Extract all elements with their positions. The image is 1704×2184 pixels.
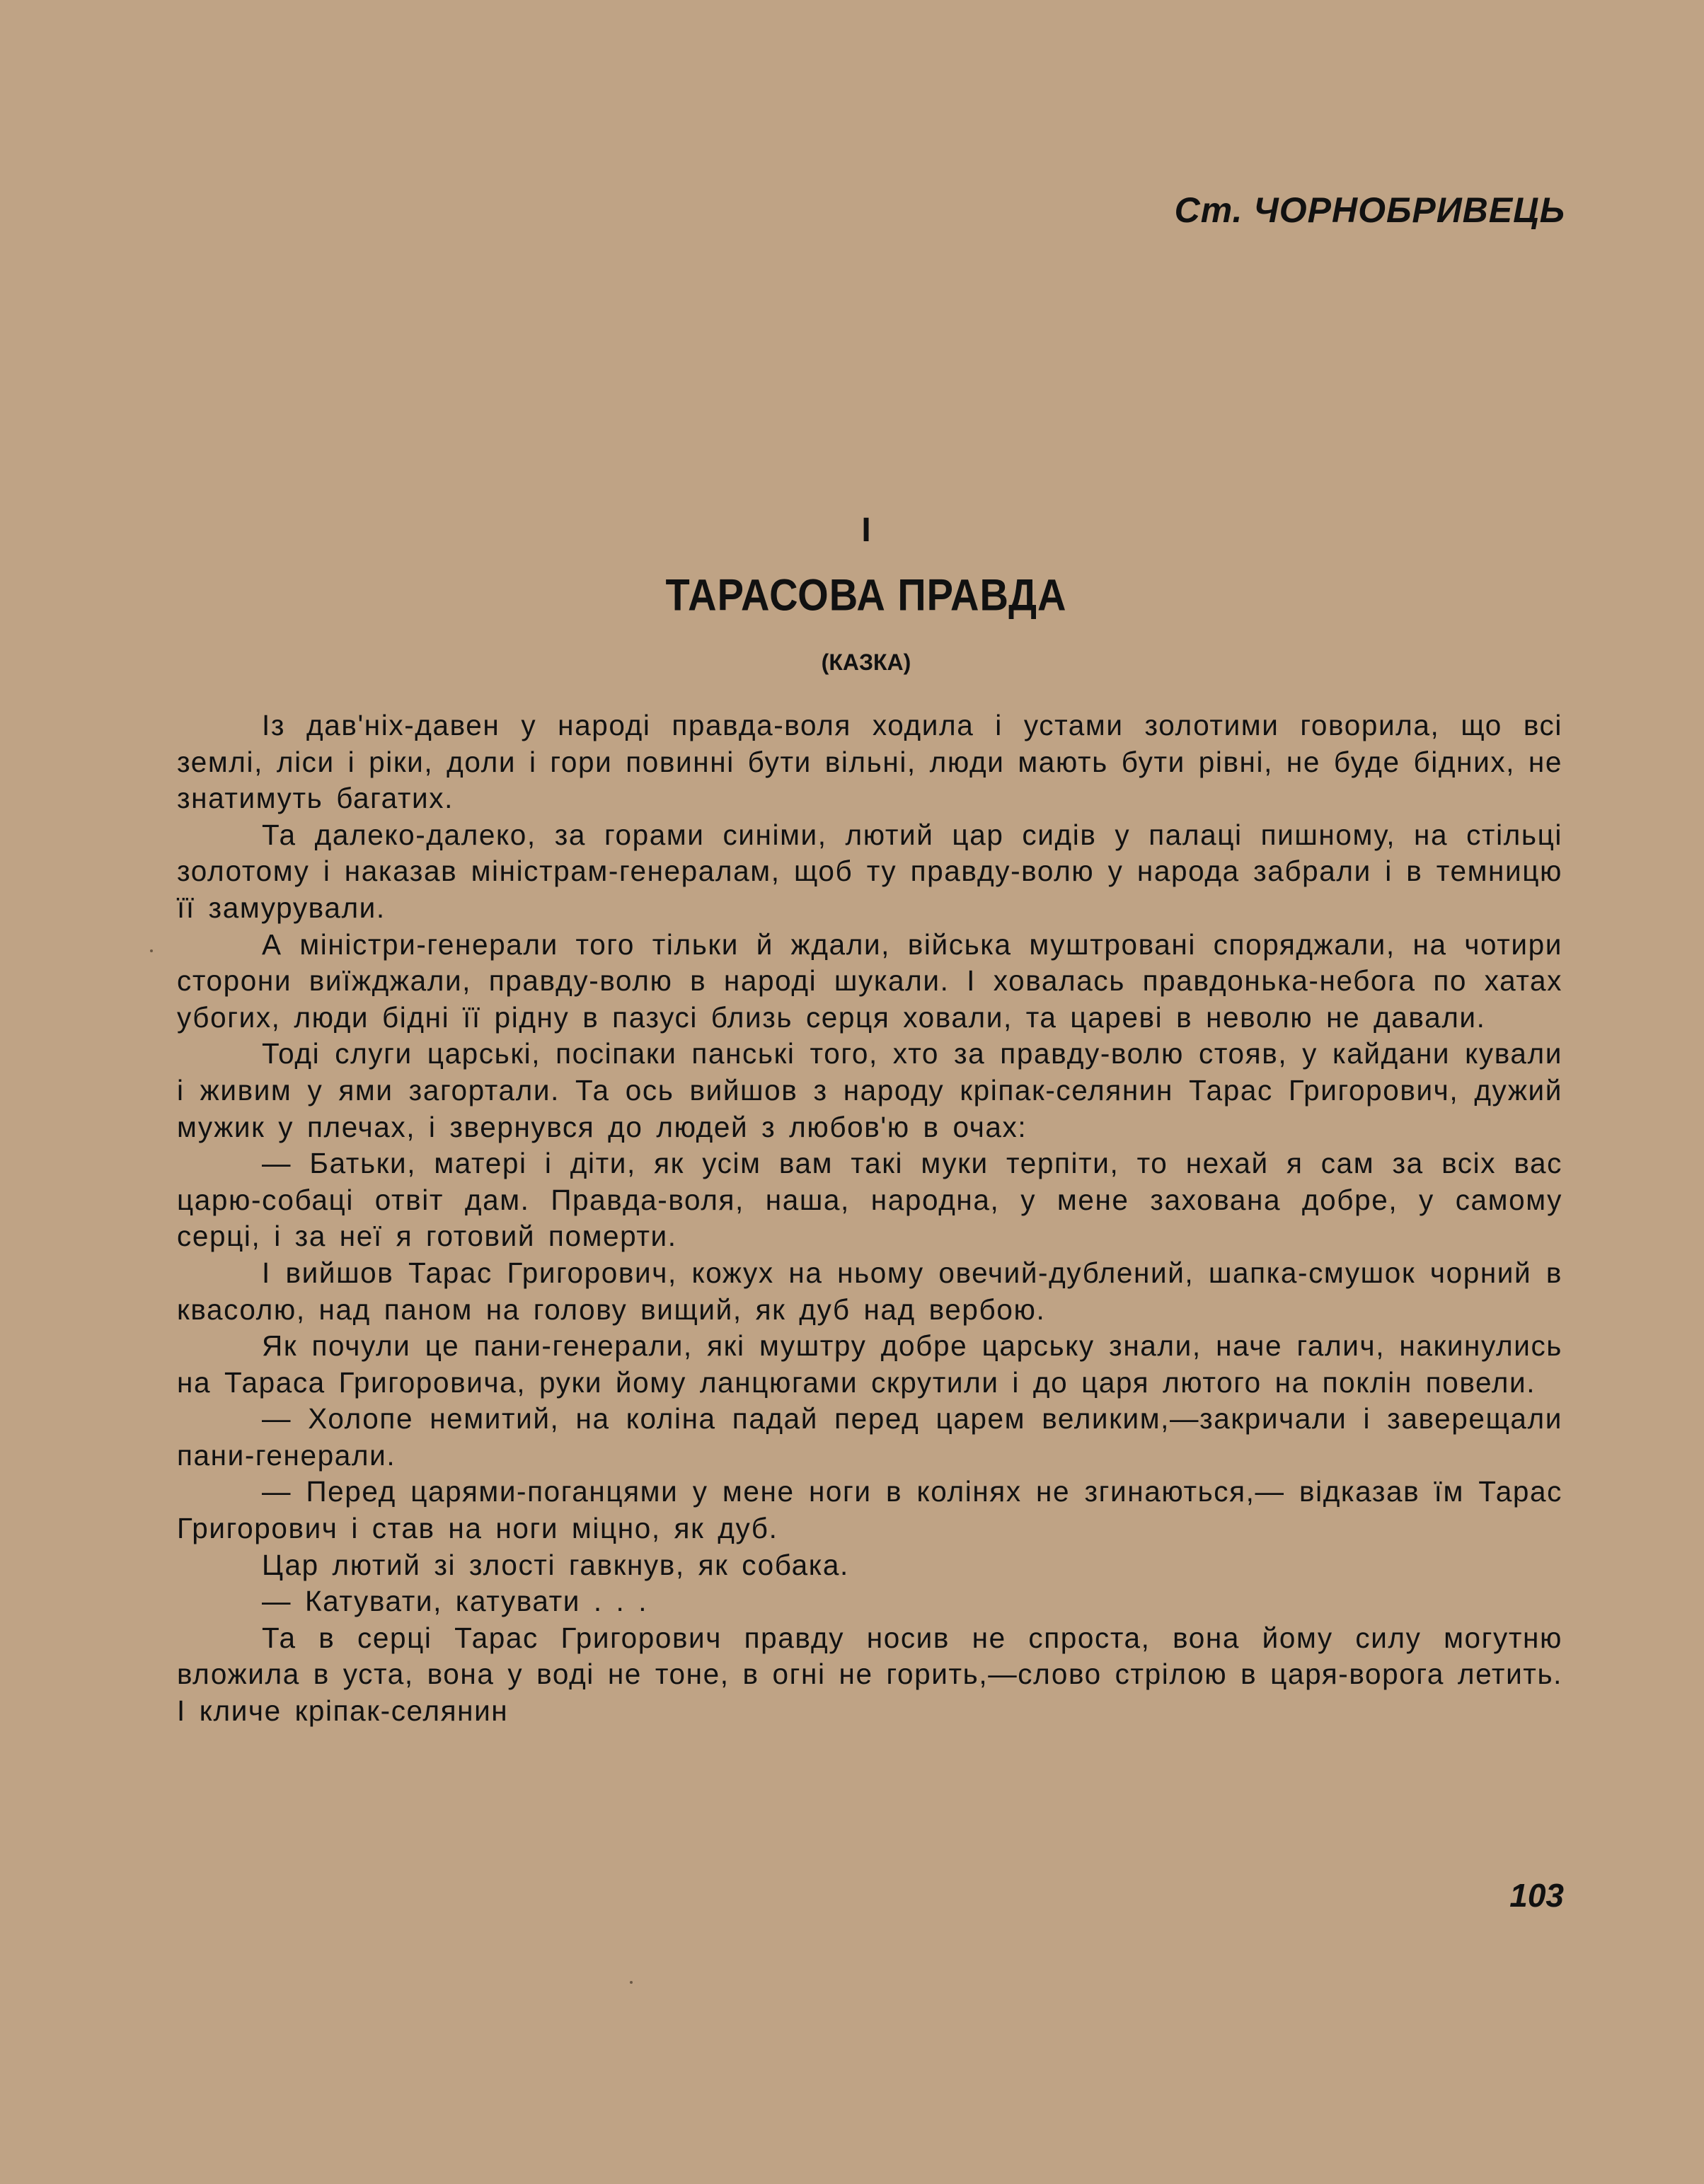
print-speck [150,949,153,952]
section-number: І [861,512,871,549]
paragraph: Із дав'ніх-давен у народі правда-воля ходила і устами золотими говорила, що всі землі, ліси і ріки, доли і гори повинні бути вільні, люди мають бути рівні, не буде бідних, не знатимуть багатих. [177,709,1562,815]
story-title: ТАРАСОВА ПРАВДА [665,570,1067,620]
paragraph: Як почули це пани-генерали, які муштру добре царську знали, наче галич, накинулись на Тараса Григоровича, руки йому ланцюгами скрутили і до царя лютого на поклін повели. [177,1329,1562,1399]
page-number: 103 [1509,1877,1564,1914]
paragraph: — Катувати, катувати . . . [262,1585,648,1618]
paragraph: Та далеко-далеко, за горами синіми, лютий цар сидів у палаці пишному, на стільці золотому і наказав міністрам-генералам, щоб ту правду-волю у народа забрали і в темницю її замурували. [177,818,1562,924]
story-body [177,707,1562,1730]
paragraph: — Перед царями-поганцями у мене ноги в колінях не згинаються,— відказав їм Тарас Григорович і став на ноги міцно, як дуб. [177,1475,1562,1545]
paragraph: Тоді слуги царські, посіпаки панські того, хто за правду-волю стояв, у кайдани кували і живим у ями загортали. Та ось вийшов з народу кріпак-селянин Тарас Григорович, дужий мужик у плечах, і звернувся до людей з любов'ю в очах: [177,1037,1562,1143]
paragraph: Та в серці Тарас Григорович правду носив не спроста, вона йому силу могутню вложила в уста, вона у воді не тоне, в огні не горить,—слово стрілою в царя-ворога летить. І кличе кріпак-селянин [177,1621,1562,1728]
paragraph: І вийшов Тарас Григорович, кожух на ньому овечий-дублений, шапка-смушок чорний в квасолю, над паном на голову вищий, як дуб над вербою. [177,1256,1562,1326]
author-name: Ст. ЧОРНОБРИВЕЦЬ [1174,190,1565,230]
paragraph: А міністри-генерали того тільки й ждали, війська муштровані споряджали, на чотири сторони виїжджали, правду-волю в народі шукали. І ховалась правдонька-небога по хатах убогих, люди бідні її рідну в пазусі близь серця ховали, та цареві в неволю не давали. [177,928,1562,1034]
paragraph: Цар лютий зі злості гавкнув, як собака. [262,1548,849,1581]
story-subtitle: (КАЗКА) [821,649,911,675]
paragraph: — Батьки, матері і діти, як усім вам такі муки терпіти, то нехай я сам за всіх вас царю-собаці отвіт дам. Правда-воля, наша, народна, у мене захована добре, у самому серці, і за неї я готовий померти. [177,1147,1562,1253]
paragraph: — Холопе немитий, на коліна падай перед царем великим,—закричали і заверещали пани-генерали. [177,1402,1562,1472]
print-speck [630,1981,633,1984]
